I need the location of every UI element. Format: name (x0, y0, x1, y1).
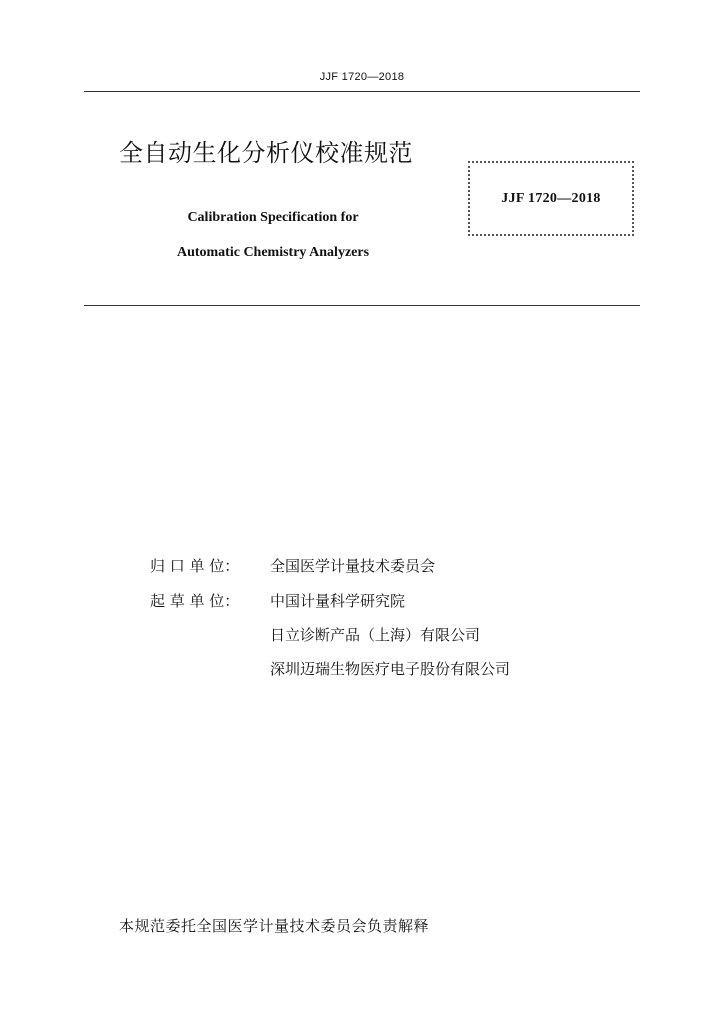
header-rule (84, 91, 640, 92)
page-title-english-line2: Automatic Chemistry Analyzers (176, 245, 370, 260)
drafting-unit-row (150, 590, 405, 611)
drafting-unit-value-1: 中国计量科学研究院 (270, 592, 406, 610)
interpretation-note: 本规范委托全国医学计量技术委员会负责解释 (119, 917, 430, 935)
page-title-chinese: 全自动生化分析仪校准规范 (119, 139, 413, 167)
drafting-unit-value-2: 日立诊断产品（上海）有限公司 (270, 626, 481, 644)
page-title-english-line1: Calibration Specification for (187, 210, 359, 225)
drafting-unit-label: 起 草 单 位： (150, 592, 240, 610)
responsible-unit-label: 归 口 单 位： (150, 557, 240, 575)
drafting-unit-value-3: 深圳迈瑞生物医疗电子股份有限公司 (270, 660, 511, 678)
responsible-unit-row (150, 555, 435, 576)
responsible-unit-value: 全国医学计量技术委员会 (270, 557, 436, 575)
running-header-code: JJF 1720—2018 (319, 71, 405, 83)
specification-code: JJF 1720—2018 (501, 190, 601, 206)
title-divider-rule (84, 305, 640, 306)
